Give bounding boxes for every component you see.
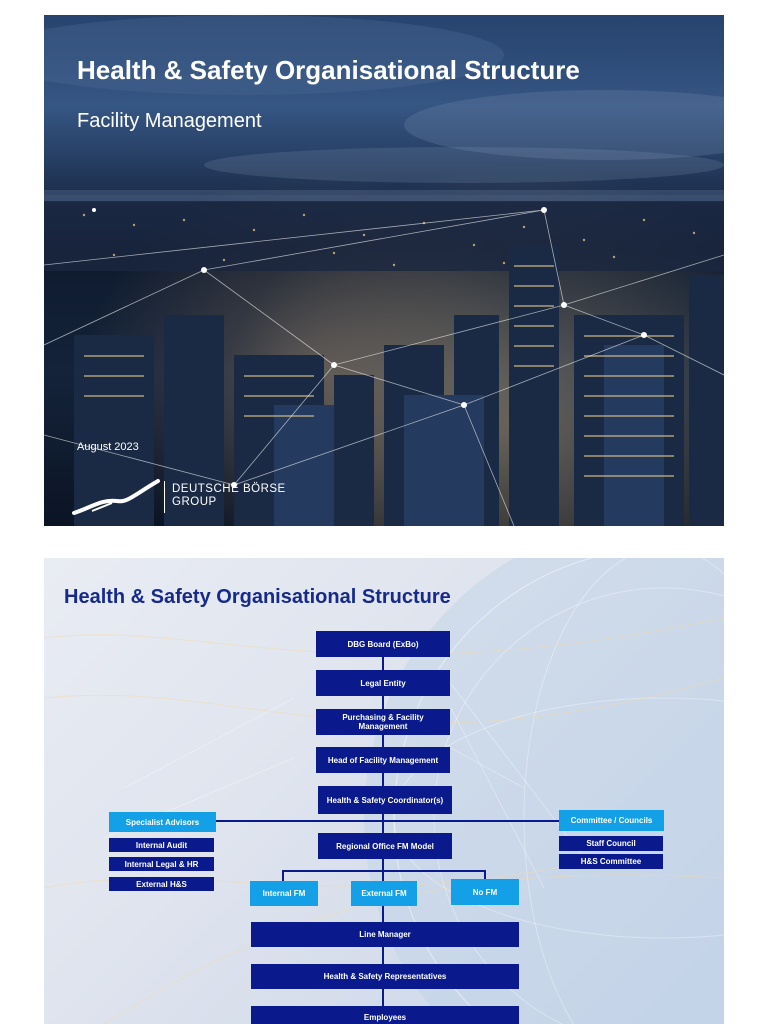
box-head-facility: Head of Facility Management (316, 747, 450, 773)
logo-text (172, 483, 286, 509)
title-slide (44, 15, 724, 526)
org-chart-slide (44, 558, 724, 1024)
box-line-manager: Line Manager (251, 922, 519, 947)
fm-models-connector (282, 870, 486, 872)
box-hs-representatives: Health & Safety Representatives (251, 964, 519, 989)
box-regional-office: Regional Office FM Model (318, 833, 452, 859)
logo-line-2: GROUP (172, 496, 217, 508)
slide-subtitle: Facility Management (77, 110, 262, 132)
box-internal-fm: Internal FM (250, 881, 318, 906)
box-specialist-advisors: Specialist Advisors (109, 812, 216, 832)
box-external-hs: External H&S (109, 877, 214, 891)
deutsche-boerse-logo-icon (72, 477, 162, 517)
box-no-fm: No FM (451, 879, 519, 905)
box-committee-councils: Committee / Councils (559, 810, 664, 831)
box-staff-council: Staff Council (559, 836, 663, 851)
logo-divider (164, 481, 165, 513)
box-legal-entity: Legal Entity (316, 670, 450, 696)
slide-date: August 2023 (77, 441, 139, 453)
org-chart-title: Health & Safety Organisational Structure (64, 586, 451, 608)
box-employees: Employees (251, 1006, 519, 1024)
logo-line-1: DEUTSCHE BÖRSE (172, 483, 286, 495)
box-internal-audit: Internal Audit (109, 838, 214, 852)
box-dbg-board: DBG Board (ExBo) (316, 631, 450, 657)
box-external-fm: External FM (351, 881, 417, 906)
box-internal-legal-hr: Internal Legal & HR (109, 857, 214, 871)
box-purchasing-facility: Purchasing & Facility Management (316, 709, 450, 735)
city-skyline-image (44, 15, 724, 526)
slide-title: Health & Safety Organisational Structure (77, 55, 580, 85)
box-hs-coordinator: Health & Safety Coordinator(s) (318, 786, 452, 814)
box-hs-committee: H&S Committee (559, 854, 663, 869)
